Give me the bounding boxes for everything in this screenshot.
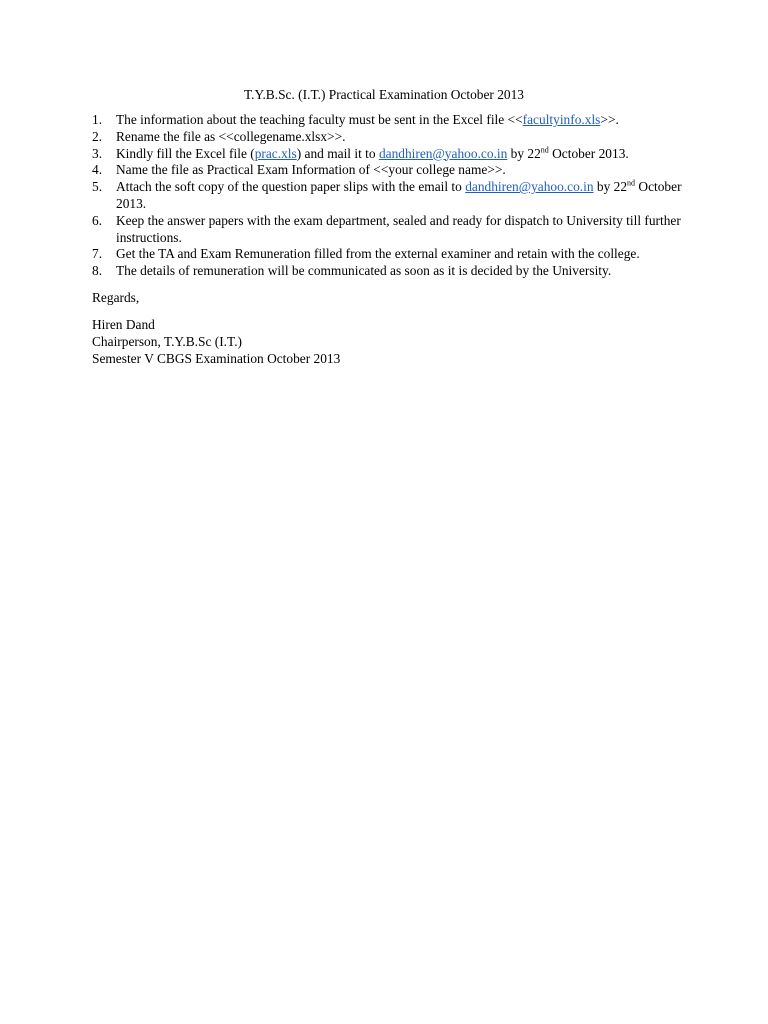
list-item bbox=[92, 146, 682, 163]
item-text: Name the file as Practical Exam Information of <<your college name>>. bbox=[116, 162, 506, 178]
item-number: 6. bbox=[92, 212, 103, 228]
item-text: The details of remuneration will be communicated as soon as it is decided by the University. bbox=[116, 263, 612, 279]
ordinal-suffix: nd bbox=[627, 178, 636, 188]
item-number: 7. bbox=[92, 246, 103, 262]
item-text: Get the TA and Exam Remuneration filled from the external examiner and retain with the college. bbox=[116, 246, 640, 262]
item-text: Keep the answer papers with the exam department, sealed and ready for dispatch to University till further instructions. bbox=[116, 212, 681, 245]
email-link[interactable]: dandhiren@yahoo.co.in bbox=[378, 145, 508, 161]
item-number: 4. bbox=[92, 162, 103, 178]
list-item bbox=[92, 162, 682, 179]
item-text: ) and mail it to bbox=[296, 145, 379, 161]
item-number: 2. bbox=[92, 128, 103, 144]
signature-block bbox=[92, 316, 340, 367]
facultyinfo-link[interactable]: facultyinfo.xls bbox=[522, 112, 601, 127]
item-text: by 22 bbox=[593, 179, 628, 195]
document-title: T.Y.B.Sc. (I.T.) Practical Examination October 2013 bbox=[243, 87, 524, 102]
item-text: The information about the teaching faculty must be sent in the Excel file << bbox=[116, 112, 523, 127]
item-text: by 22 bbox=[507, 145, 541, 161]
list-item bbox=[92, 246, 682, 263]
item-number: 1. bbox=[92, 112, 103, 127]
list-item bbox=[92, 129, 682, 146]
email-link[interactable]: dandhiren@yahoo.co.in bbox=[465, 179, 594, 195]
item-number: 5. bbox=[92, 179, 103, 195]
list-item bbox=[92, 263, 682, 280]
signatory-role: Chairperson, T.Y.B.Sc (I.T.) bbox=[92, 334, 243, 349]
item-text: Rename the file as <<collegename.xlsx>>. bbox=[116, 128, 346, 144]
item-text: Attach the soft copy of the question paper slips with the email to bbox=[116, 179, 466, 195]
signatory-exam: Semester V CBGS Examination October 2013 bbox=[92, 351, 341, 366]
item-number: 3. bbox=[92, 145, 103, 161]
item-text: >>. bbox=[600, 112, 619, 127]
item-text: October 2013. bbox=[548, 145, 629, 161]
signatory-name: Hiren Dand bbox=[92, 317, 155, 332]
prac-xls-link[interactable]: prac.xls bbox=[254, 145, 297, 161]
instruction-list bbox=[92, 112, 682, 280]
item-text: Kindly fill the Excel file ( bbox=[116, 145, 255, 161]
item-text: October 2013. bbox=[116, 179, 682, 211]
ordinal-suffix: nd bbox=[540, 145, 549, 155]
list-item bbox=[92, 213, 682, 247]
item-number: 8. bbox=[92, 263, 103, 279]
list-item bbox=[92, 112, 682, 129]
list-item bbox=[92, 179, 682, 213]
closing-salutation: Regards, bbox=[92, 290, 140, 305]
